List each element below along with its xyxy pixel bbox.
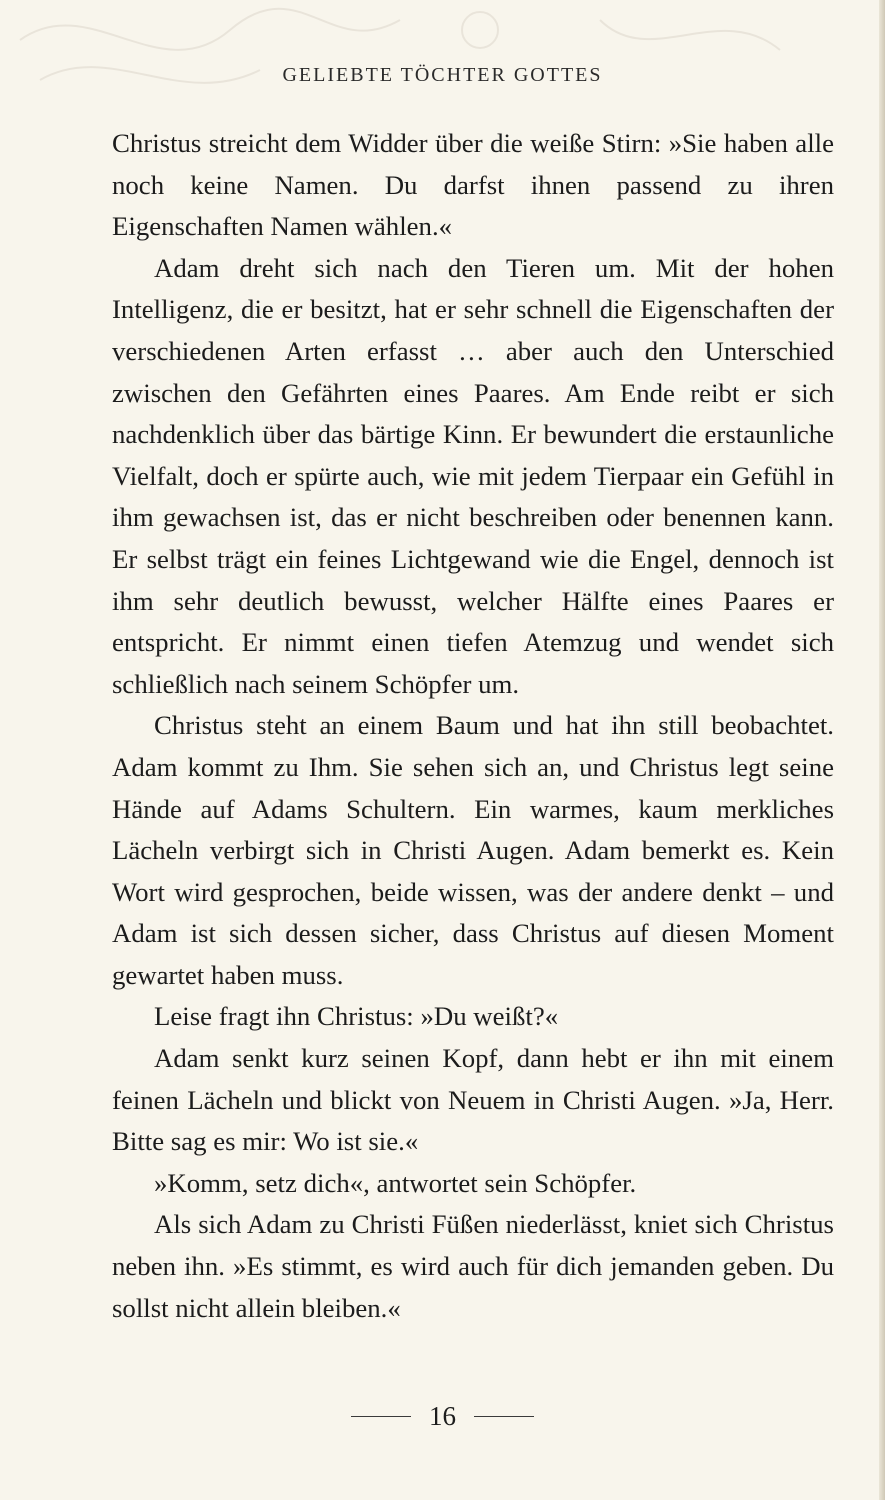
- paragraph: Christus steht an einem Baum und hat ihn still beobachtet. Adam kommt zu Ihm. Sie sehen sich an, und Christus legt seine Hände auf Adams Schultern. Ein warmes, kaum merkliches Lächeln verbirgt sich in Christi Augen. Adam bemerkt es. Kein Wort wird gesprochen, beide wissen, was der andere denkt – und Adam ist sich dessen sicher, dass Christus auf diesen Moment gewartet haben muss.: [112, 710, 834, 990]
- paragraph: »Komm, setz dich«, antwortet sein Schöpfer.: [154, 1167, 637, 1198]
- paragraph: Leise fragt ihn Christus: »Du weißt?«: [154, 1001, 559, 1032]
- page-footer: [0, 1401, 885, 1432]
- running-head: GELIEBTE TÖCHTER GOTTES: [282, 64, 603, 86]
- paragraph: Als sich Adam zu Christi Füßen niederlässt, kniet sich Christus neben ihn. »Es stimmt, es wird auch für dich jemanden geben. Du sollst nicht allein bleiben.«: [112, 1209, 834, 1323]
- page-edge: [879, 0, 885, 1500]
- paragraph: Adam senkt kurz seinen Kopf, dann hebt er ihn mit einem feinen Lächeln und blickt von Neuem in Christi Augen. »Ja, Herr. Bitte sag es mir: Wo ist sie.«: [112, 1043, 834, 1157]
- body-text: [112, 123, 834, 1329]
- folio-rule-right: [474, 1416, 534, 1417]
- paragraph: Adam dreht sich nach den Tieren um. Mit der hohen Intelligenz, die er besitzt, hat er sehr schnell die Eigenschaften der verschiedenen Arten erfasst … aber auch den Unterschied zwischen den Gefährten eines Paares. Am Ende reibt er sich nachdenklich über das bärtige Kinn. Er bewundert die erstaunliche Vielfalt, doch er spürte auch, wie mit jedem Tierpaar ein Gefühl in ihm gewachsen ist, das er nicht beschreiben oder benennen kann. Er selbst trägt ein feines Lichtgewand wie die Engel, dennoch ist ihm sehr deutlich bewusst, welcher Hälfte eines Paares er entspricht. Er nimmt einen tiefen Atemzug und wendet sich schließlich nach seinem Schöpfer um.: [112, 252, 834, 699]
- folio-rule-left: [351, 1416, 411, 1417]
- paragraph: Christus streicht dem Widder über die weiße Stirn: »Sie haben alle noch keine Namen. Du darfst ihnen passend zu ihren Eigenschaften Namen wählen.«: [112, 128, 834, 242]
- page-number: 16: [429, 1401, 456, 1431]
